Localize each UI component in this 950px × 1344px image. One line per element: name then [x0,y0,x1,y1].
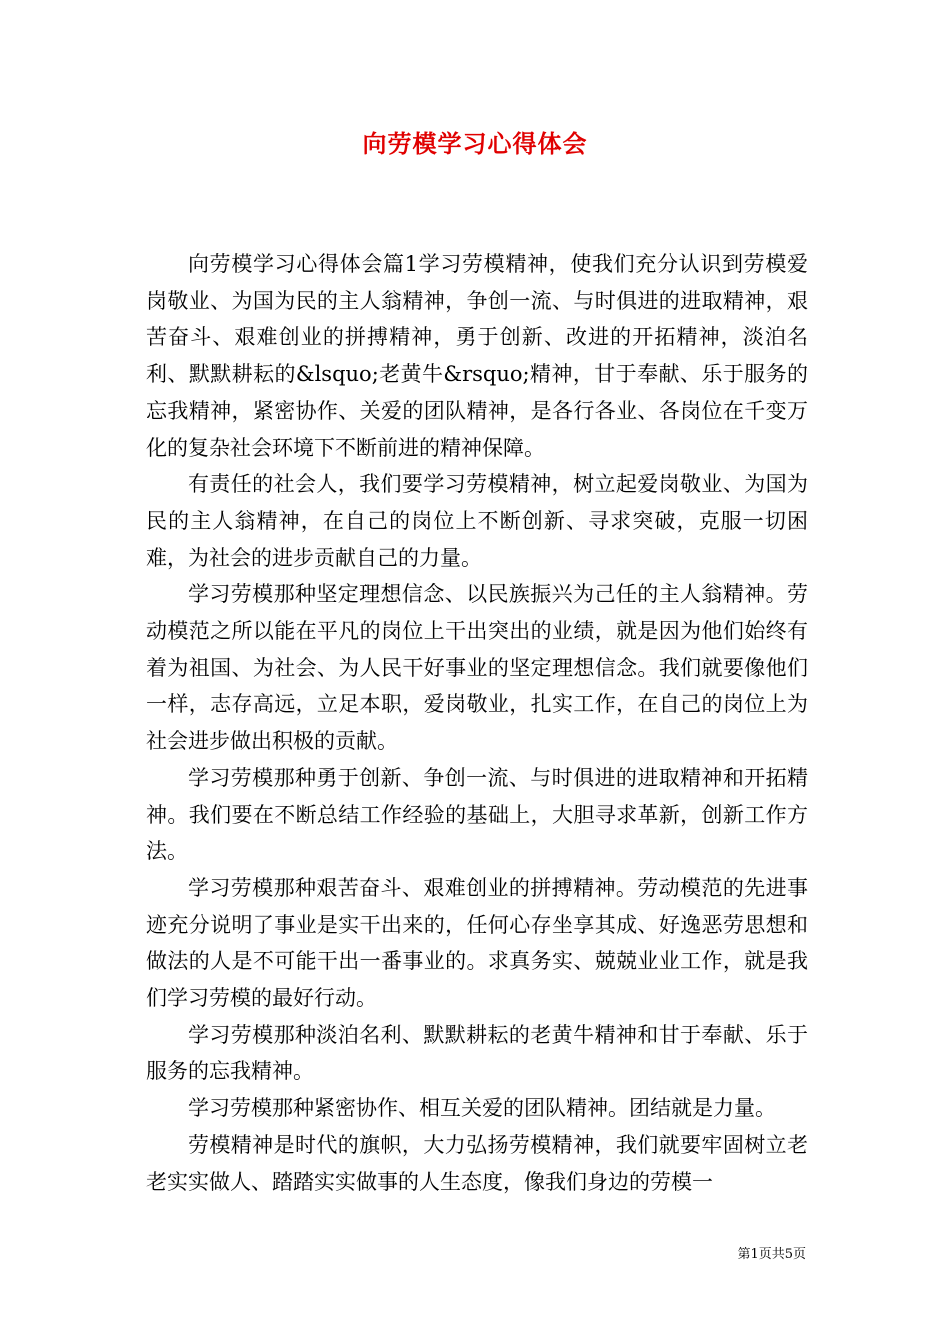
paragraph: 劳模精神是时代的旗帜，大力弘扬劳模精神，我们就要牢固树立老老实实做人、踏踏实实做事的人生态度，像我们身边的劳模一 [146,1132,808,1194]
page-number-footer: 第1页共5页 [737,1247,806,1262]
document-title: 向劳模学习心得体会 [362,129,588,158]
paragraph: 有责任的社会人，我们要学习劳模精神，树立起爱岗敬业、为国为民的主人翁精神，在自己的岗位上不断创新、寻求突破，克服一切困难，为社会的进步贡献自己的力量。 [146,472,808,570]
paragraph: 学习劳模那种淡泊名利、默默耕耘的老黄牛精神和甘于奉献、乐于服务的忘我精神。 [146,1022,808,1084]
paragraph: 学习劳模那种勇于创新、争创一流、与时俱进的进取精神和开拓精神。我们要在不断总结工作经验的基础上，大胆寻求革新，创新工作方法。 [146,765,808,864]
paragraph: 学习劳模那种坚定理想信念、以民族振兴为己任的主人翁精神。劳动模范之所以能在平凡的岗位上干出突出的业绩，就是因为他们始终有着为祖国、为社会、为人民干好事业的坚定理想信念。我们就要像他们一样，志存高远，立足本职，爱岗敬业，扎实工作，在自己的岗位上为社会进步做出积极的贡献。 [146,582,808,754]
paragraph: 学习劳模那种艰苦奋斗、艰难创业的拼搏精神。劳动模范的先进事迹充分说明了事业是实干出来的，任何心存坐享其成、好逸恶劳思想和做法的人是不可能干出一番事业的。求真务实、兢兢业业工作，就是我们学习劳模的最好行动。 [146,875,808,1011]
paragraph: 学习劳模那种紧密协作、相互关爱的团队精神。团结就是力量。 [188,1096,776,1121]
paragraph: 向劳模学习心得体会篇1学习劳模精神，使我们充分认识到劳模爱岗敬业、为国为民的主人翁精神，争创一流、与时俱进的进取精神，艰苦奋斗、艰难创业的拼搏精神，勇于创新、改进的开拓精神，淡泊名利、默默耕耘的&lsquo;老黄牛&rsquo;精神，甘于奉献、乐于服务的忘我精神，紧密协作、关爱的团队精神，是各行各业、各岗位在千变万化的复杂社会环境下不断前进的精神保障。 [146,252,808,460]
document-body [146,246,808,1200]
